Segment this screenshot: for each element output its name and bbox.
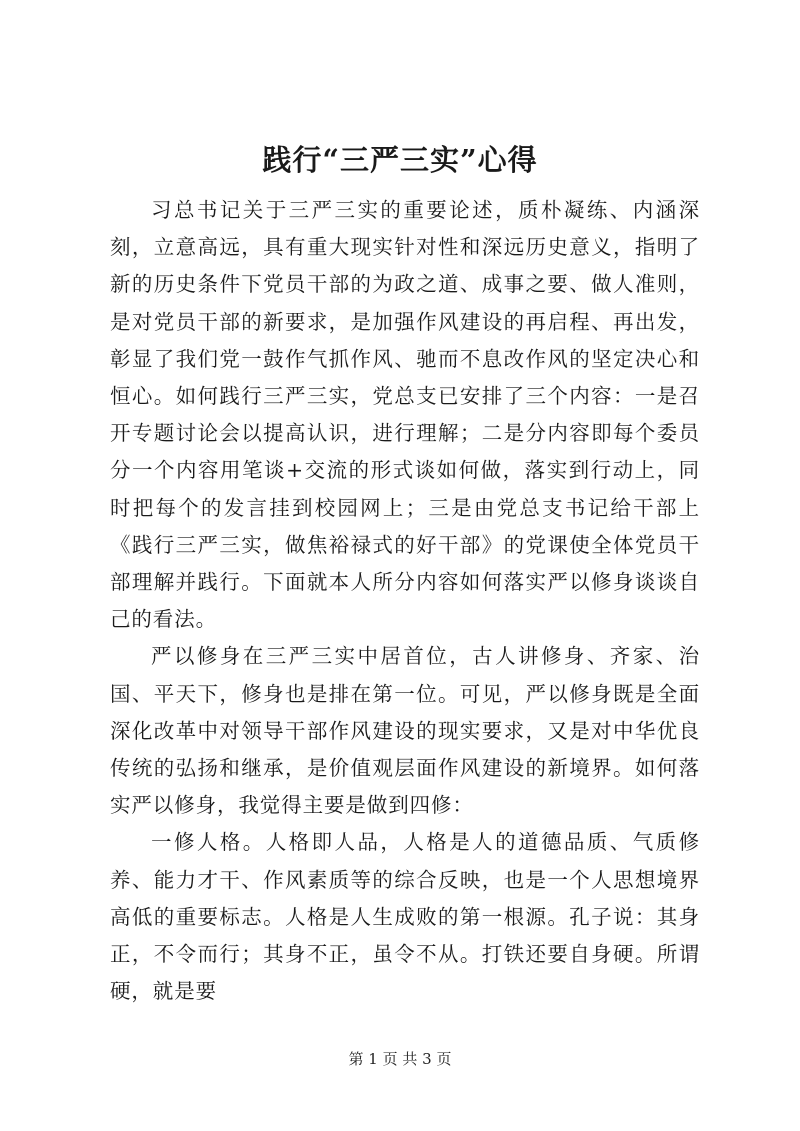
document-title: 践行“三严三实”心得 [262,143,538,177]
page-footer: 第 1 页 共 3 页 [348,1050,452,1068]
paragraph-self-cultivation: 严以修身在三严三实中居首位，古人讲修身、齐家、治国、平天下，修身也是排在第一位。可见，严以修身既是全面深化改革中对领导干部作风建设的现实要求，又是对中华优良传统的弘扬和继承，是价值观层面作风建设的新境界。如何落实严以修身，我觉得主要是做到四修： [110,644,700,818]
document-body [110,192,700,1010]
paragraph-intro: 习总书记关于三严三实的重要论述，质朴凝练、内涵深刻，立意高远，具有重大现实针对性和深远历史意义，指明了新的历史条件下党员干部的为政之道、成事之要、做人准则，是对党员干部的新要求，是加强作风建设的再启程、再出发，彰显了我们党一鼓作气抓作风、驰而不息改作风的坚定决心和恒心。如何践行三严三实，党总支已安排了三个内容：一是召开专题讨论会以提高认识，进行理解；二是分内容即每个委员分一个内容用笔谈+交流的形式谈如何做，落实到行动上，同时把每个的发言挂到校园网上；三是由党总支书记给干部上《践行三严三实，做焦裕禄式的好干部》的党课使全体党员干部理解并践行。下面就本人所分内容如何落实严以修身谈谈自己的看法。 [110,198,700,632]
paragraph-personality: 一修人格。人格即人品，人格是人的道德品质、气质修养、能力才干、作风素质等的综合反映，也是一个人思想境界高低的重要标志。人格是人生成败的第一根源。孔子说：其身正，不令而行；其身不正，虽令不从。打铁还要自身硬。所谓硬，就是要 [110,830,700,1004]
